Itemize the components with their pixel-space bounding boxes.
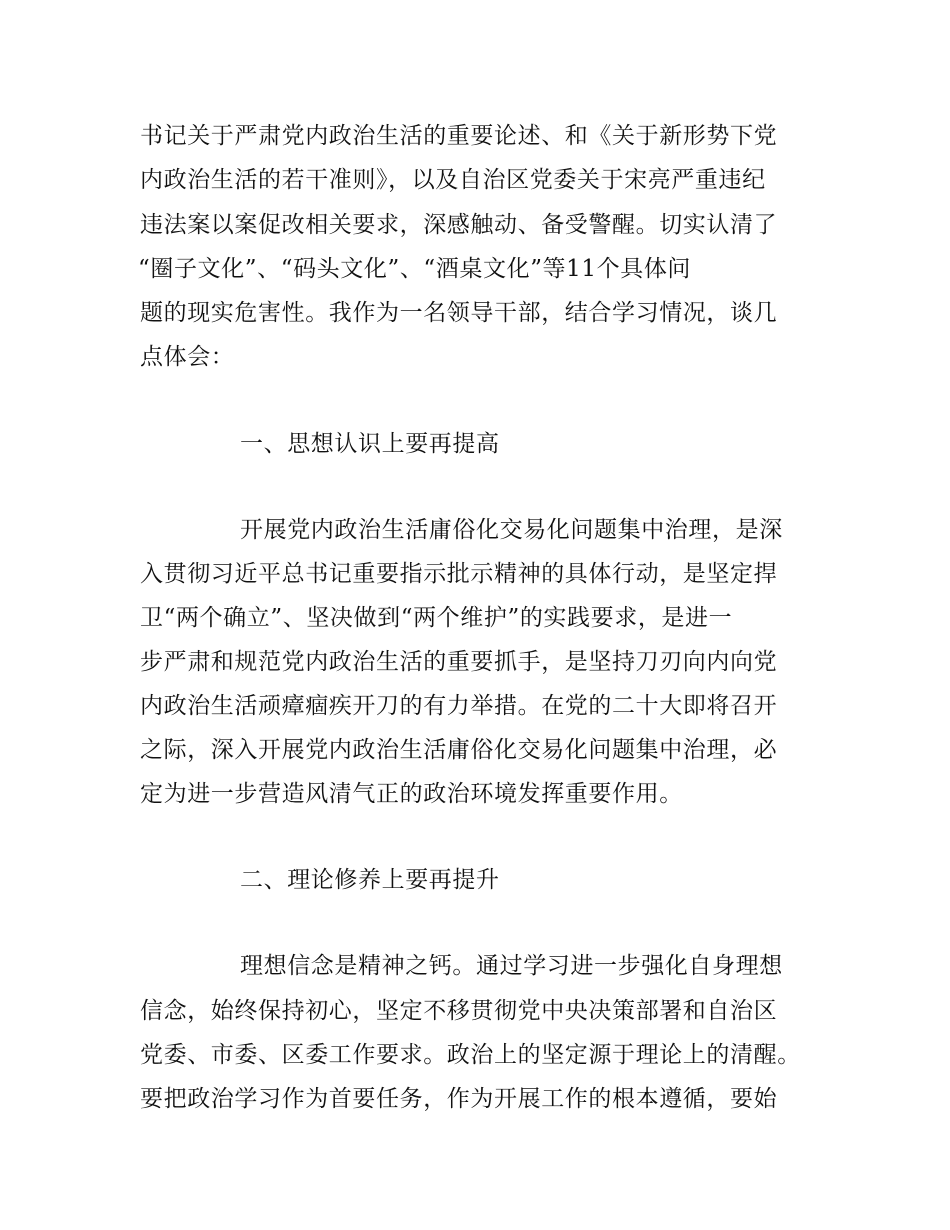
text-line: 书记关于严肃党内政治生活的重要论述、和《关于新形势下党 — [140, 123, 778, 149]
section-heading: 一、思想认识上要再提高 — [240, 431, 500, 457]
text-line: 点体会： — [140, 344, 235, 370]
text-line: 理想信念是精神之钙。通过学习进一步强化自身理想 — [240, 953, 783, 979]
text-line: 要把政治学习作为首要任务，作为开展工作的根本遵循，要始 — [140, 1086, 778, 1112]
text-line: 之际，深入开展党内政治生活庸俗化交易化问题集中治理，必 — [140, 737, 778, 763]
text-line: 违法案以案促改相关要求，深感触动、备受警醒。切实认清了 — [140, 212, 778, 238]
section-heading: 二、理论修养上要再提升 — [240, 867, 500, 893]
text-line: 内政治生活的若干准则》，以及自治区党委关于宋亮严重违纪 — [140, 167, 766, 193]
text-line: 题的现实危害性。我作为一名领导干部，结合学习情况，谈几 — [140, 300, 778, 326]
text-line: 开展党内政治生活庸俗化交易化问题集中治理，是深 — [240, 517, 783, 543]
text-line: 定为进一步营造风清气正的政治环境发挥重要作用。 — [140, 781, 683, 807]
text-line: 信念，始终保持初心，坚定不移贯彻党中央决策部署和自治区 — [140, 998, 778, 1024]
text-line: “圈子文化”、“码头文化”、“酒桌文化”等11个具体问 — [138, 256, 692, 282]
text-line: 党委、市委、区委工作要求。政治上的坚定源于理论上的清醒。 — [140, 1042, 801, 1068]
text-line: 卫“两个确立”、坚决做到“两个维护”的实践要求，是进一 — [140, 605, 733, 631]
text-line: 入贯彻习近平总书记重要指示批示精神的具体行动，是坚定捍 — [140, 561, 778, 587]
text-line: 步严肃和规范党内政治生活的重要抓手，是坚持刀刃向内向党 — [140, 649, 778, 675]
text-line: 内政治生活顽瘴痼疾开刀的有力举措。在党的二十大即将召开 — [140, 693, 778, 719]
